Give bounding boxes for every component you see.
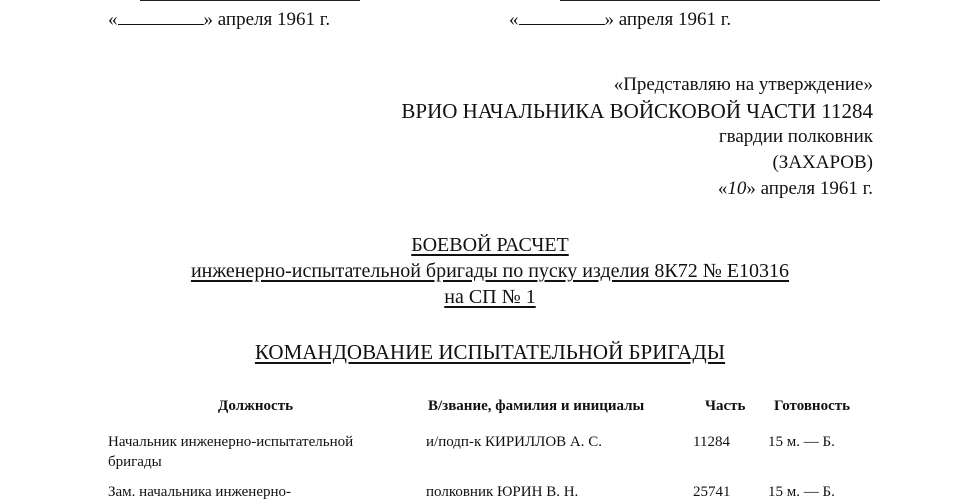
document-heading (0, 232, 980, 310)
right-date-suffix: » апреля 1961 г. (604, 9, 732, 30)
approval-date-day: 10 (727, 178, 747, 199)
row-2-name: полковник ЮРИН В. Н. (426, 484, 579, 500)
section-title-text: КОМАНДОВАНИЕ ИСПЫТАТЕЛЬНОЙ БРИГАДЫ (254, 340, 726, 364)
row-2-unit: 25741 (693, 484, 731, 500)
row-1-readiness: 15 м. — Б. (768, 434, 835, 450)
row-2-readiness: 15 м. — Б. (768, 484, 835, 500)
approval-block (401, 72, 873, 202)
col-header-unit: Часть (705, 398, 746, 414)
top-cropped-line-left (140, 0, 360, 1)
col-header-name: В/звание, фамилия и инициалы (428, 398, 645, 414)
approval-line-3: гвардии полковник (718, 126, 873, 147)
heading-line-2: инженерно-испытательной бригады по пуску изделия 8К72 № Е10316 (190, 260, 790, 282)
approval-line-4: (ЗАХАРОВ) (772, 152, 873, 173)
row-1-position: Начальник инженерно-испытательной бригады (108, 434, 354, 470)
right-date-blank (519, 8, 605, 25)
row-1-name: и/подп-к КИРИЛЛОВ А. С. (426, 434, 603, 450)
approval-line-1: «Представляю на утверждение» (613, 74, 873, 95)
left-date-suffix: » апреля 1961 г. (203, 9, 331, 30)
heading-line-1: БОЕВОЙ РАСЧЕТ (411, 234, 569, 256)
row-2-position: Зам. начальника инженерно- (108, 484, 292, 500)
left-date-line (108, 8, 330, 31)
heading-line-3: на СП № 1 (444, 286, 536, 308)
left-date-blank (118, 8, 204, 25)
approval-date-rest: » апреля 1961 г. (746, 178, 873, 199)
left-date-prefix: « (108, 9, 118, 30)
approval-date-open: « (717, 178, 728, 199)
approval-date (401, 176, 873, 202)
section-title (0, 340, 980, 365)
row-1-unit: 11284 (693, 434, 730, 450)
col-header-position: Должность (218, 398, 294, 414)
right-date-prefix: « (509, 9, 519, 30)
col-header-readiness: Готовность (774, 398, 851, 414)
right-date-line (509, 8, 731, 31)
approval-line-2: ВРИО НАЧАЛЬНИКА ВОЙСКОВОЙ ЧАСТИ 11284 (401, 99, 873, 123)
top-cropped-line-right (560, 0, 880, 1)
